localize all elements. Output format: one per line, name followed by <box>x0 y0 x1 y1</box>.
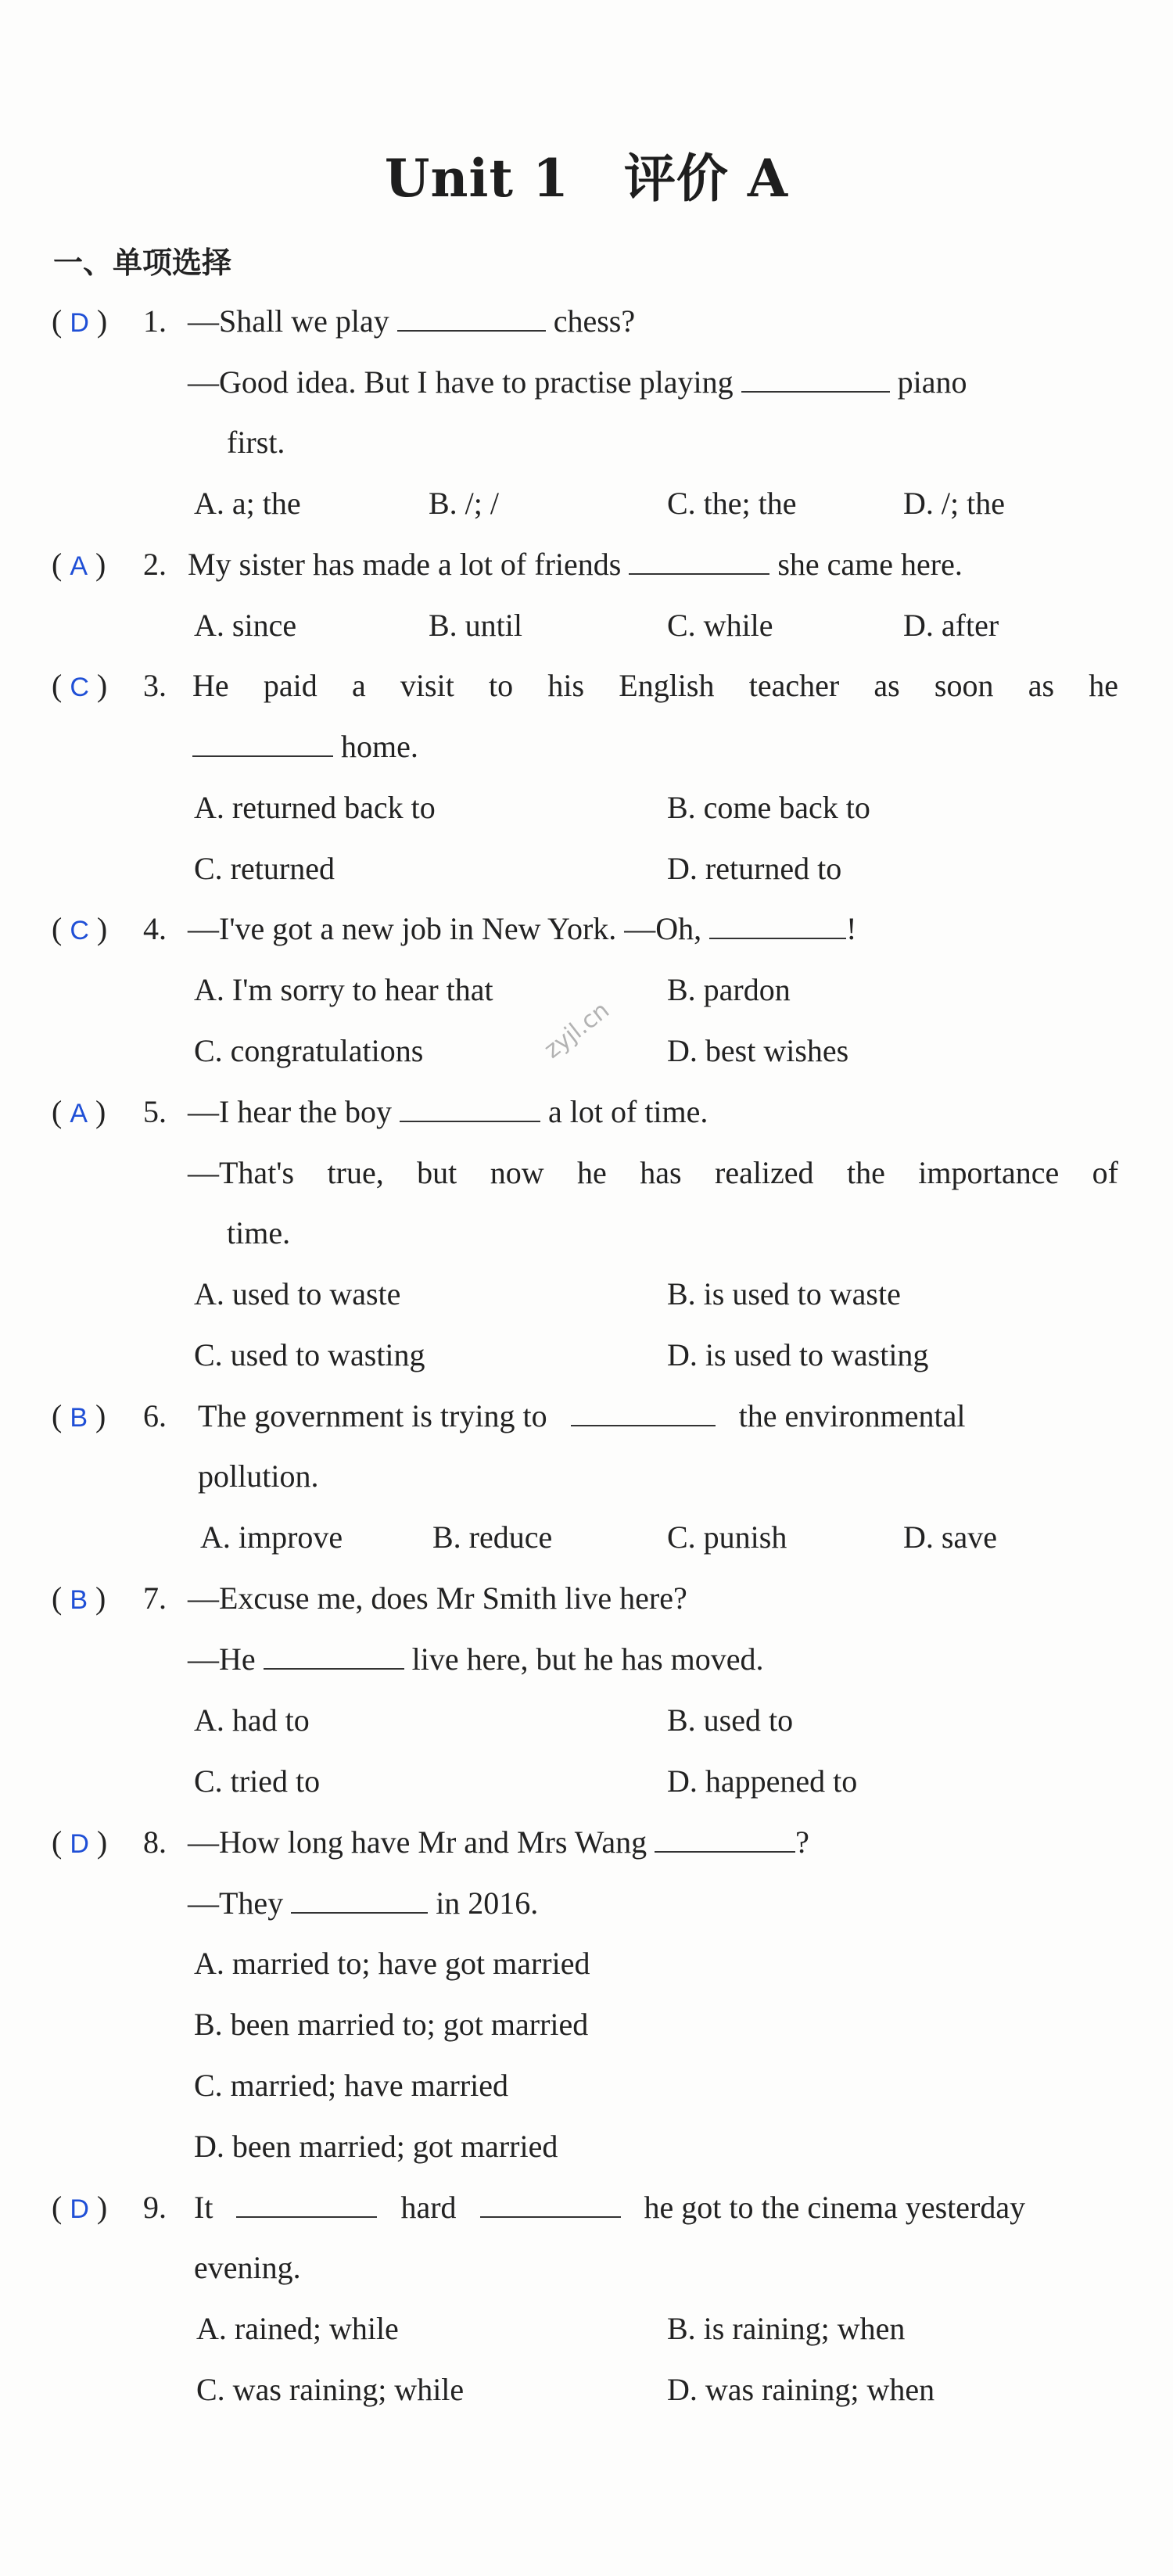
question-text: —How long have Mr and Mrs Wang ? <box>188 1824 809 1860</box>
option: D. best wishes <box>667 1033 849 1068</box>
option: A. rained; while <box>196 2311 399 2346</box>
question-text: —I've got a new job in New York. —Oh, ! <box>188 911 857 946</box>
question-number: 4. <box>143 911 167 946</box>
option: C. the; the <box>667 486 797 521</box>
answer-bracket: ( B ) <box>52 1398 106 1433</box>
option: C. tried to <box>194 1763 321 1799</box>
option: B. reduce <box>432 1519 553 1555</box>
option: B. been married to; got married <box>194 2007 589 2042</box>
answer-blank <box>571 1401 716 1426</box>
option: A. improve <box>200 1519 343 1555</box>
section-title: 一、单项选择 <box>53 246 232 280</box>
question-text: pollution. <box>198 1458 319 1494</box>
option: D. is used to wasting <box>667 1337 929 1372</box>
answer-blank <box>397 307 546 332</box>
answer-blank <box>629 550 769 575</box>
option: A. returned back to <box>194 790 436 825</box>
question-number: 9. <box>143 2190 167 2225</box>
option: A. married to; have got married <box>194 1946 590 1981</box>
option: B. pardon <box>667 972 791 1007</box>
question-text: The government is trying to the environmental <box>198 1398 966 1433</box>
option: B. until <box>429 608 523 643</box>
question-text: time. <box>227 1215 291 1250</box>
page-title: Unit 1 评价 A <box>384 148 789 209</box>
option: D. been married; got married <box>194 2129 558 2164</box>
option: C. used to wasting <box>194 1337 425 1372</box>
option: A. I'm sorry to hear that <box>194 972 493 1007</box>
option: C. was raining; while <box>196 2372 465 2407</box>
answer-blank <box>655 1828 795 1853</box>
option: D. returned to <box>667 851 842 886</box>
answer-bracket: ( D ) <box>52 303 108 339</box>
answer-blank <box>480 2193 621 2218</box>
answer-bracket: ( D ) <box>52 1824 108 1860</box>
answer-blank <box>741 368 890 393</box>
answer-bracket: ( C ) <box>52 668 108 703</box>
option: B. come back to <box>667 790 870 825</box>
option: D. happened to <box>667 1763 858 1799</box>
answer-bracket: ( A ) <box>52 1094 106 1129</box>
option: D. was raining; when <box>667 2372 935 2407</box>
option: B. /; / <box>429 486 500 521</box>
option: A. used to waste <box>194 1276 401 1311</box>
answer-blank <box>264 1645 404 1670</box>
question-text: —I hear the boy a lot of time. <box>188 1094 708 1129</box>
question-text: —That's true, but now he has realized the importance of <box>188 1155 1118 1190</box>
question-text: —Excuse me, does Mr Smith live here? <box>188 1580 687 1616</box>
question-text: —He live here, but he has moved. <box>188 1641 764 1677</box>
answer-bracket: ( A ) <box>52 547 106 582</box>
answer-bracket: ( C ) <box>52 911 108 946</box>
question-text: —Shall we play chess? <box>188 303 636 339</box>
watermark: zyjl.cn <box>539 996 615 1064</box>
answer-blank <box>291 1889 428 1914</box>
question-text: —Good idea. But I have to practise playing piano <box>188 364 967 400</box>
question-text: evening. <box>194 2250 301 2285</box>
option: B. is raining; when <box>667 2311 906 2346</box>
question-text: first. <box>227 425 285 460</box>
answer-bracket: ( B ) <box>52 1580 106 1616</box>
question-number: 7. <box>143 1580 167 1616</box>
option: A. had to <box>194 1702 310 1738</box>
question-number: 6. <box>143 1398 167 1433</box>
question-text: He paid a visit to his English teacher as soon as he <box>192 668 1118 703</box>
option: D. /; the <box>903 486 1005 521</box>
question-number: 2. <box>143 547 167 582</box>
option: C. punish <box>667 1519 787 1555</box>
option: C. congratulations <box>194 1033 424 1068</box>
answer-blank <box>709 914 846 939</box>
question-text: My sister has made a lot of friends she came here. <box>188 547 963 582</box>
option: A. since <box>194 608 297 643</box>
option: A. a; the <box>194 486 301 521</box>
question-text: —They in 2016. <box>188 1885 539 1921</box>
question-number: 3. <box>143 668 167 703</box>
option: B. is used to waste <box>667 1276 901 1311</box>
question-number: 5. <box>143 1094 167 1129</box>
option: B. used to <box>667 1702 794 1738</box>
question-number: 8. <box>143 1824 167 1860</box>
answer-blank <box>400 1097 540 1122</box>
option: C. married; have married <box>194 2068 509 2103</box>
answer-blank <box>236 2193 377 2218</box>
question-number: 1. <box>143 303 167 339</box>
option: D. save <box>903 1519 997 1555</box>
option: C. while <box>667 608 773 643</box>
question-text: It hard he got to the cinema yesterday <box>194 2190 1026 2225</box>
answer-blank <box>192 732 333 757</box>
option: D. after <box>903 608 999 643</box>
question-text: home. <box>192 728 418 766</box>
option: C. returned <box>194 851 335 886</box>
answer-bracket: ( D ) <box>52 2190 108 2225</box>
